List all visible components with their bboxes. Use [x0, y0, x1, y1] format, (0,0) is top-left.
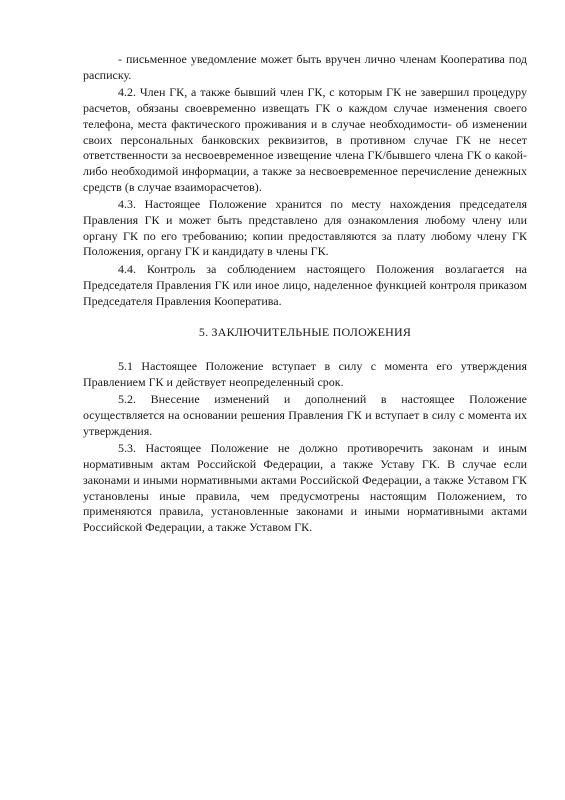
paragraph-4-3: 4.3. Настоящее Положение хранится по месту нахождения председателя Правления ГК и может быть представлено для ознакомления любому члену или органу ГК по его требованию; копии предоставляются за плату любому члену ГК Положения, органу ГК и кандидату в члены ГК. [83, 197, 527, 259]
document-body [83, 52, 527, 536]
paragraph-4-4: 4.4. Контроль за соблюдением настоящего Положения возлагается на Председателя Правления ГК или иное лицо, наделенное функцией контроля приказом Председателя Правления Кооператива. [83, 262, 527, 308]
section-title: 5. ЗАКЛЮЧИТЕЛЬНЫЕ ПОЛОЖЕНИЯ [198, 325, 412, 340]
paragraph-5-2: 5.2. Внесение изменений и дополнений в настоящее Положение осуществляется на основании решения Правления ГК и вступает в силу с момента их утверждения. [83, 392, 527, 438]
paragraph-notice-receipt: - письменное уведомление может быть вручен лично членам Кооператива под расписку. [83, 52, 527, 82]
paragraph-4-2: 4.2. Член ГК, а также бывший член ГК, с которым ГК не завершил процедуру расчетов, обязаны своевременно извещать ГК о каждом случае изменения своего телефона, места фактического проживания и в случае необходимости- об изменении своих персональных банковских реквизитов, в противном случае ГК не несет ответственности за несвоевременное извещение члена ГК/бывшего члена ГК о какой-либо необходимой информации, а также за несвоевременное перечисление денежных средств (в случае взаиморасчетов). [83, 85, 527, 194]
paragraph-5-1: 5.1 Настоящее Положение вступает в силу с момента его утверждения Правлением ГК и действует неопределенный срок. [83, 358, 527, 389]
paragraph-5-3: 5.3. Настоящее Положение не должно противоречить законам и иным нормативным актам Российской Федерации, а также Уставу ГК. В случае если законами и иными нормативными актами Российской Федерации, а также Уставом ГК установлены иные правила, чем предусмотрены настоящим Положением, то применяются правила, установленные законами и иными нормативными актами Российской Федерации, а также Уставом ГК. [83, 441, 527, 534]
